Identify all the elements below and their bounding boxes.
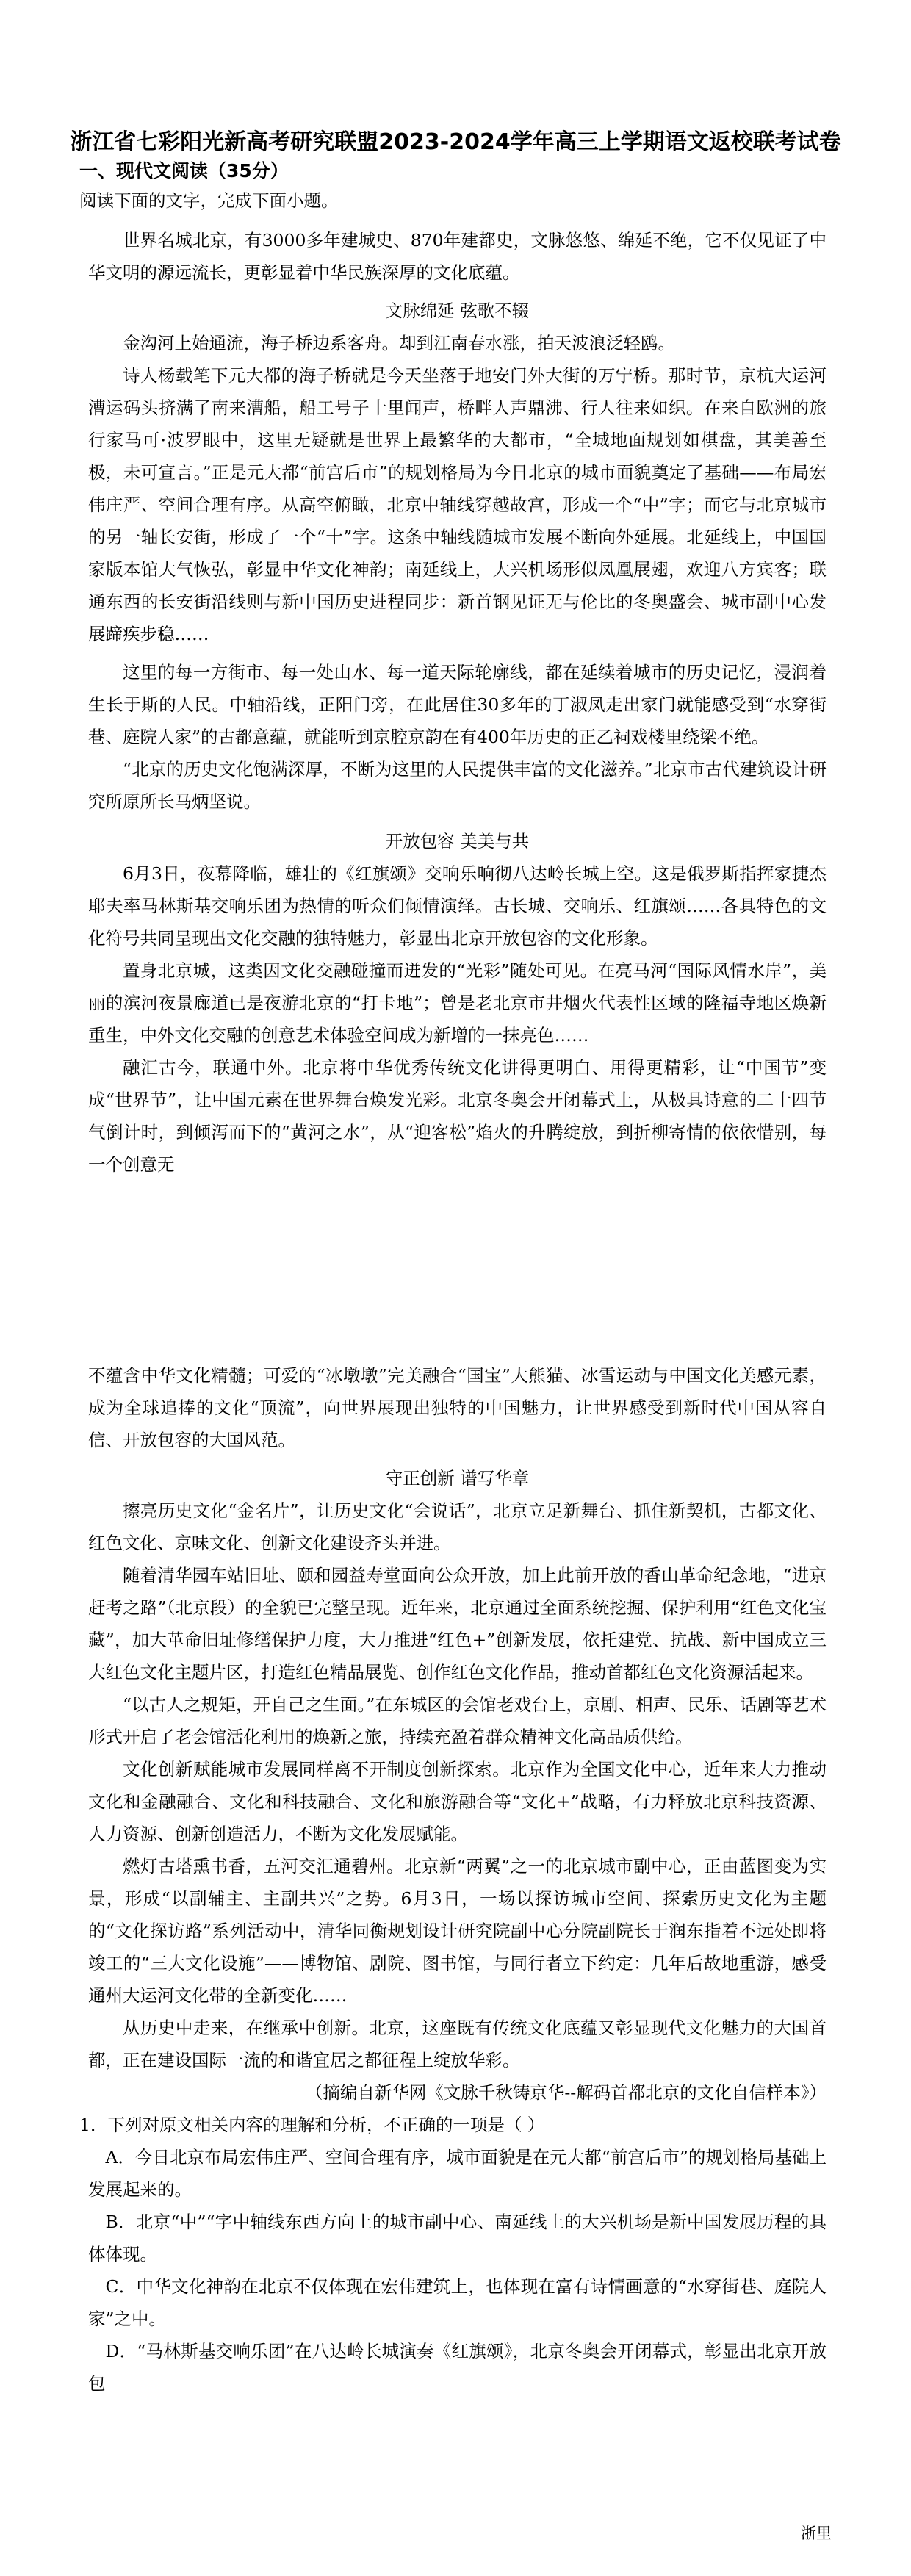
exam-title: 浙江省七彩阳光新高考研究联盟2023-2024学年高三上学期语文返校联考试卷 (70, 129, 841, 155)
subheading: 文脉绵延 弦歌不辍 (385, 301, 530, 321)
paragraph: 6月3日，夜幕降临，雄壮的《红旗颂》交响乐响彻八达岭长城上空。这是俄罗斯指挥家捷杰耶夫率马林斯基交响乐团为热情的听众们倾情演绎。古长城、交响乐、红旗颂……各具特色的文化符号共同呈现出文化交融的独特魅力，彰显出北京开放包容的文化形象。 (88, 863, 827, 949)
paragraph: “北京的历史文化饱满深厚，不断为这里的人民提供丰富的文化滋养。”北京市古代建筑设计研究所原所长马炳坚说。 (88, 759, 827, 812)
option-d: D．“马林斯基交响乐团”在八达岭长城演奏《红旗颂》，北京冬奥会开闭幕式，彰显出北京开放包 (88, 2341, 827, 2394)
option-a: A．今日北京布局宏伟庄严、空间合理有序，城市面貌是在元大都“前宫后市”的规划格局基础上发展起来的。 (88, 2147, 827, 2200)
paragraph: 融汇古今，联通中外。北京将中华优秀传统文化讲得更明白、用得更精彩，让“中国节”变成“世界节”，让中国元素在世界舞台焕发光彩。北京冬奥会开闭幕式上，从极具诗意的二十四节气倒计时，到倾泻而下的“黄河之水”，从“迎客松”焰火的升腾绽放，到折柳寄情的依依惜别，每一个创意无 (88, 1057, 827, 1175)
paragraph: 置身北京城，这类因文化交融碰撞而迸发的“光彩”随处可见。在亮马河“国际风情水岸”，美丽的滨河夜景廊道已是夜游北京的“打卡地”；曾是老北京市井烟火代表性区域的隆福寺地区焕新重生，中外文化交融的创意艺术体验空间成为新增的一抹亮色…… (88, 960, 827, 1046)
subheading: 守正创新 谱写华章 (385, 1468, 530, 1489)
page-footer: 浙里 (801, 2525, 832, 2542)
article-block-top (79, 184, 827, 1181)
paragraph: 燃灯古塔熏书香，五河交汇通碧州。北京新“两翼”之一的北京城市副中心，正由蓝图变为实景，形成“以副辅主、主副共兴”之势。6月3日，一场以探访城市空间、探索历史文化为主题的“文化探访路”系列活动中，清华同衡规划设计研究院副中心分院副院长于润东指着不远处即将竣工的“三大文化设施”——博物馆、剧院、图书馆，与同行者立下约定：几年后故地重游，感受通州大运河文化带的全新变化…… (88, 1856, 827, 2006)
article-block-bottom (79, 1359, 827, 2400)
option-b: B．北京“中”“字中轴线东西方向上的城市副中心、南延线上的大兴机场是新中国发展历程的具体体现。 (88, 2212, 827, 2264)
paragraph: 金沟河上始通流，海子桥边系客舟。却到江南春水涨，拍天波浪泛轻鸥。 (123, 333, 675, 353)
paragraph: 随着清华园车站旧址、颐和园益寿堂面向公众开放，加上此前开放的香山革命纪念地，“进京赶考之路”（北京段）的全貌已完整呈现。近年来，北京通过全面系统挖掘、保护利用“红色文化宝藏”，加大革命旧址修缮保护力度，大力推进“红色+”创新发展，依托建党、抗战、新中国成立三大红色文化主题片区，打造红色精品展览、创作红色文化作品，推动首都红色文化资源活起来。 (88, 1565, 827, 1683)
paragraph: 这里的每一方街市、每一处山水、每一道天际轮廓线，都在延续着城市的历史记忆，浸润着生长于斯的人民。中轴沿线，正阳门旁，在此居住30多年的丁淑凤走出家门就能感受到“水穿街巷、庭院人家”的古都意蕴，就能听到京腔京韵在有400年历史的正乙祠戏楼里绕梁不绝。 (88, 662, 827, 747)
paragraph: 擦亮历史文化“金名片”，让历史文化“会说话”，北京立足新舞台、抓住新契机，古都文化、红色文化、京味文化、创新文化建设齐头并进。 (88, 1500, 827, 1553)
instruction: 阅读下面的文字，完成下面小题。 (79, 190, 339, 211)
subheading: 开放包容 美美与共 (385, 831, 530, 852)
paragraph: 诗人杨载笔下元大都的海子桥就是今天坐落于地安门外大街的万宁桥。那时节，京杭大运河漕运码头挤满了南来漕船，船工号子十里闻声，桥畔人声鼎沸、行人往来如织。在来自欧洲的旅行家马可·波罗眼中，这里无疑就是世界上最繁华的大都市，“全城地面规划如棋盘，其美善至极，未可宣言。”正是元大都“前宫后市”的规划格局为今日北京的城市面貌奠定了基础——布局宏伟庄严、空间合理有序。从高空俯瞰，北京中轴线穿越故宫，形成一个“中”字；而它与北京城市的另一轴长安街，形成了一个“十”字。这条中轴线随城市发展不断向外延展。北延线上，中国国家版本馆大气恢弘，彰显中华文化神韵；南延线上，大兴机场形似凤凰展翅，欢迎八方宾客；联通东西的长安街沿线则与新中国历史进程同步：新首钢见证无与伦比的冬奥盛会、城市副中心发展蹄疾步稳…… (88, 365, 827, 644)
section-heading: 一、现代文阅读（35分） (79, 160, 289, 181)
source-citation: （摘编自新华网《文脉千秋铸京华--解码首都北京的文化自信样本》） (305, 2082, 827, 2103)
option-c: C．中华文化神韵在北京不仅体现在宏伟建筑上，也体现在富有诗情画意的“水穿街巷、庭院人家”之中。 (88, 2276, 827, 2329)
paragraph: 世界名城北京，有3000多年建城史、870年建都史，文脉悠悠、绵延不绝，它不仅见证了中华文明的源远流长，更彰显着中华民族深厚的文化底蕴。 (88, 230, 827, 283)
paragraph: 文化创新赋能城市发展同样离不开制度创新探索。北京作为全国文化中心，近年来大力推动文化和金融融合、文化和科技融合、文化和旅游融合等“文化+”战略，有力释放北京科技资源、人力资源、创新创造活力，不断为文化发展赋能。 (88, 1759, 827, 1844)
paragraph: “以古人之规矩，开自己之生面。”在东城区的会馆老戏台上，京剧、相声、民乐、话剧等艺术形式开启了老会馆活化利用的焕新之旅，持续充盈着群众精神文化高品质供给。 (88, 1694, 827, 1747)
paragraph-continued: 不蕴含中华文化精髓；可爱的“冰墩墩”完美融合“国宝”大熊猫、冰雪运动与中国文化美感元素，成为全球追捧的文化“顶流”，向世界展现出独特的中国魅力，让世界感受到新时代中国从容自信、开放包容的大国风范。 (88, 1365, 827, 1450)
paragraph: 从历史中走来，在继承中创新。北京，这座既有传统文化底蕴又彰显现代文化魅力的大国首都，正在建设国际一流的和谐宜居之都征程上绽放华彩。 (88, 2018, 827, 2070)
question-1: 1．下列对原文相关内容的理解和分析，不正确的一项是（ ） (79, 2115, 545, 2135)
